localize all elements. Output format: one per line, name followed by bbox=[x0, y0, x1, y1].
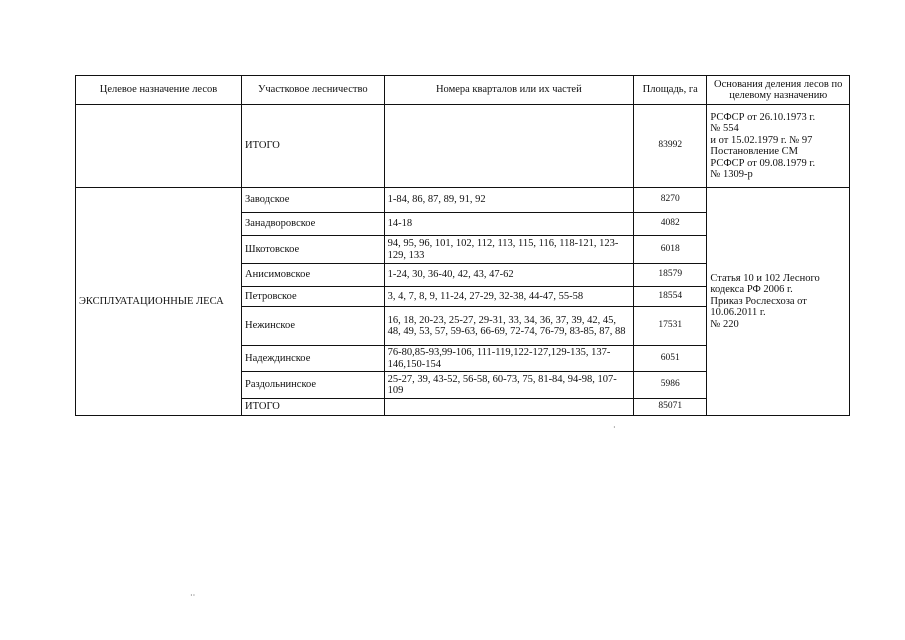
basis-text-2: Статья 10 и 102 Лесного кодекса РФ 2006 г. Приказ Рослесхоза от 10.06.2011 г. № 220 bbox=[710, 272, 820, 330]
cell-quarters: 16, 18, 20-23, 25-27, 29-31, 33, 34, 36, 37, 39, 42, 45, 48, 49, 53, 57, 59-63, 66-69, 72-74, 76-79, 83-85, 87, 88 bbox=[384, 307, 634, 346]
cell-purpose-empty bbox=[76, 105, 242, 188]
forest-purpose-table bbox=[75, 75, 850, 416]
cell-purpose-group: ЭКСПЛУАТАЦИОННЫЕ ЛЕСА bbox=[76, 188, 242, 416]
cell-quarters: 3, 4, 7, 8, 9, 11-24, 27-29, 32-38, 44-47, 55-58 bbox=[384, 287, 634, 307]
cell-total-label: ИТОГО bbox=[242, 105, 385, 188]
cell-area: 18554 bbox=[634, 287, 707, 307]
cell-quarters: 1-24, 30, 36-40, 42, 43, 47-62 bbox=[384, 264, 634, 287]
header-quarters: Номера кварталов или их частей bbox=[384, 76, 634, 105]
cell-district: Раздольнинское bbox=[242, 372, 385, 399]
table-row-total-1 bbox=[76, 105, 850, 188]
cell-total-area: 85071 bbox=[634, 399, 707, 416]
cell-area: 5986 bbox=[634, 372, 707, 399]
cell-area: 8270 bbox=[634, 188, 707, 213]
cell-quarters: 1-84, 86, 87, 89, 91, 92 bbox=[384, 188, 634, 213]
cell-district: Петровское bbox=[242, 287, 385, 307]
cell-basis-2 bbox=[707, 188, 850, 416]
cell-district: Надеждинское bbox=[242, 346, 385, 372]
basis-text-1: РСФСР от 26.10.1973 г. № 554 и от 15.02.1979 г. № 97 Постановление СМ РСФСР от 09.08.1979 г. № 1309-р bbox=[710, 111, 816, 180]
table-row bbox=[76, 188, 850, 213]
cell-quarters: 76-80,85-93,99-106, 111-119,122-127,129-135, 137-146,150-154 bbox=[384, 346, 634, 372]
cell-total-label: ИТОГО bbox=[242, 399, 385, 416]
cell-basis-1 bbox=[707, 105, 850, 188]
cell-district: Нежинское bbox=[242, 307, 385, 346]
cell-quarters: 25-27, 39, 43-52, 56-58, 60-73, 75, 81-84, 94-98, 107-109 bbox=[384, 372, 634, 399]
header-purpose: Целевое назначение лесов bbox=[76, 76, 242, 105]
cell-total-area: 83992 bbox=[634, 105, 707, 188]
cell-district: Заводское bbox=[242, 188, 385, 213]
header-basis: Основания деления лесов по целевому назначению bbox=[707, 76, 850, 105]
cell-area: 6018 bbox=[634, 236, 707, 264]
cell-area: 4082 bbox=[634, 213, 707, 236]
cell-district: Занадворовское bbox=[242, 213, 385, 236]
cell-quarters-empty bbox=[384, 399, 634, 416]
header-area: Площадь, га bbox=[634, 76, 707, 105]
cell-quarters-empty bbox=[384, 105, 634, 188]
cell-area: 18579 bbox=[634, 264, 707, 287]
cell-area: 17531 bbox=[634, 307, 707, 346]
cell-district: Анисимовское bbox=[242, 264, 385, 287]
scan-mark-foot: ·· bbox=[190, 591, 196, 600]
cell-quarters: 14-18 bbox=[384, 213, 634, 236]
table-header-row bbox=[76, 76, 850, 105]
cell-quarters: 94, 95, 96, 101, 102, 112, 113, 115, 116, 118-121, 123- 129, 133 bbox=[384, 236, 634, 264]
scan-mark: · bbox=[613, 423, 616, 432]
cell-district: Шкотовское bbox=[242, 236, 385, 264]
header-district: Участковое лесничество bbox=[242, 76, 385, 105]
cell-area: 6051 bbox=[634, 346, 707, 372]
